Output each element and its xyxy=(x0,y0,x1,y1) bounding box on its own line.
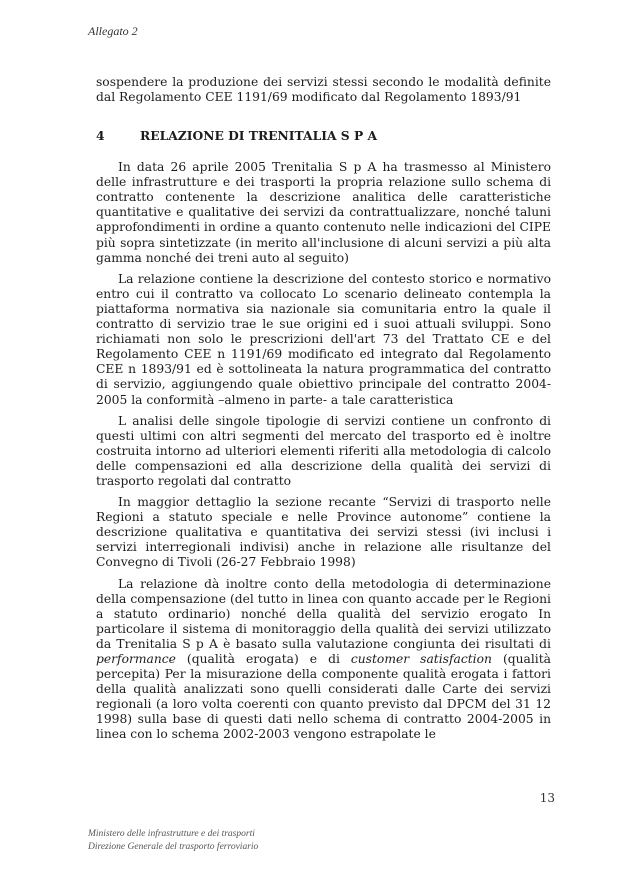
paragraph: La relazione contiene la descrizione del contesto storico e normativo entro cui il contratto va collocato Lo scenario delineato contempla la piattaforma normativa sia nazionale sia comunitaria entro la quale il contratto di servizio trae le sue origini ed i suoi attuali sviluppi. Sono richiamati non solo le prescrizioni dell'art 73 del Trattato CE e del Regolamento CEE n 1191/69 modificato ed integrato dal Regolamento CEE n 1893/91 ed è sottolineata la natura programmatica del contratto di servizio, aggiungendo quale obiettivo principale del contratto 2004-2005 la conformità –almeno in parte- a tale caratteristica xyxy=(96,271,551,407)
paragraph: L analisi delle singole tipologie di servizi contiene un confronto di questi ultimi con altri segmenti del mercato del trasporto ed è inoltre costruita intorno ad ulteriori elementi riferiti alla metodologia di calcolo delle compensazioni ed alla descrizione della qualità dei servizi di trasporto regolati dal contratto xyxy=(96,413,551,488)
page-number: 13 xyxy=(539,791,555,805)
intro-paragraph: sospendere la produzione dei servizi stessi secondo le modalità definite dal Regolamento CEE 1191/69 modificato dal Regolamento 1893/91 xyxy=(96,75,551,105)
section-heading xyxy=(96,128,551,143)
term-performance: performance xyxy=(96,652,176,666)
paragraph-last xyxy=(96,577,551,743)
footer-line: Ministero delle infrastrutture e dei trasporti xyxy=(88,829,255,839)
page-header: Allegato 2 xyxy=(88,24,138,38)
paragraph-text: (qualità erogata) e di xyxy=(175,652,351,666)
paragraph: In data 26 aprile 2005 Trenitalia S p A ha trasmesso al Ministero delle infrastrutture e dei trasporti la propria relazione sullo schema di contratto contenente la descrizione analitica delle caratteristiche quantitative e qualitative dei servizi da contrattualizzare, nonché taluni approfondimenti in ordine a quanto contenuto nelle indicazioni del CIPE più sopra sintetizzate (in merito all'inclusione di alcuni servizi a più alta gamma nonché dei treni auto al seguito) xyxy=(96,160,551,265)
paragraph: In maggior dettaglio la sezione recante “Servizi di trasporto nelle Regioni a statuto speciale e nelle Province autonome” contiene la descrizione qualitativa e quantitativa dei servizi stessi (ivi inclusi i servizi interregionali indivisi) anche in relazione alle risultanze del Convegno di Tivoli (26-27 Febbraio 1998) xyxy=(96,495,551,570)
intro-text xyxy=(96,75,551,111)
term-customer-satisfaction: customer satisfaction xyxy=(350,652,492,666)
section-4 xyxy=(96,128,551,749)
paragraph-text: (qualità percepita) Per la misurazione della componente qualità erogata i fattori della qualità analizzati sono quelli considerati dalle Carte dei servizi regionali (a loro volta coerenti con quanto previsto dal DPCM del 31 12 1998) sulla base di questi dati nello schema di contratto 2004-2005 in linea con lo schema 2002-2003 vengono estrapolate le xyxy=(96,652,552,742)
page-footer xyxy=(88,828,258,854)
footer-line: Direzione Generale del trasporto ferroviario xyxy=(88,842,259,852)
section-title: RELAZIONE DI TRENITALIA S P A xyxy=(140,128,378,143)
section-number: 4 xyxy=(96,128,105,143)
paragraph-text: La relazione dà inoltre conto della metodologia di determinazione della compensazione (del tutto in linea con quanto accade per le Regioni a statuto ordinario) nonché della qualità del servizio erogato In particolare il sistema di monitoraggio della qualità dei servizi utilizzato da Trenitalia S p A è basato sulla valutazione congiunta dei risultati di xyxy=(96,576,551,651)
